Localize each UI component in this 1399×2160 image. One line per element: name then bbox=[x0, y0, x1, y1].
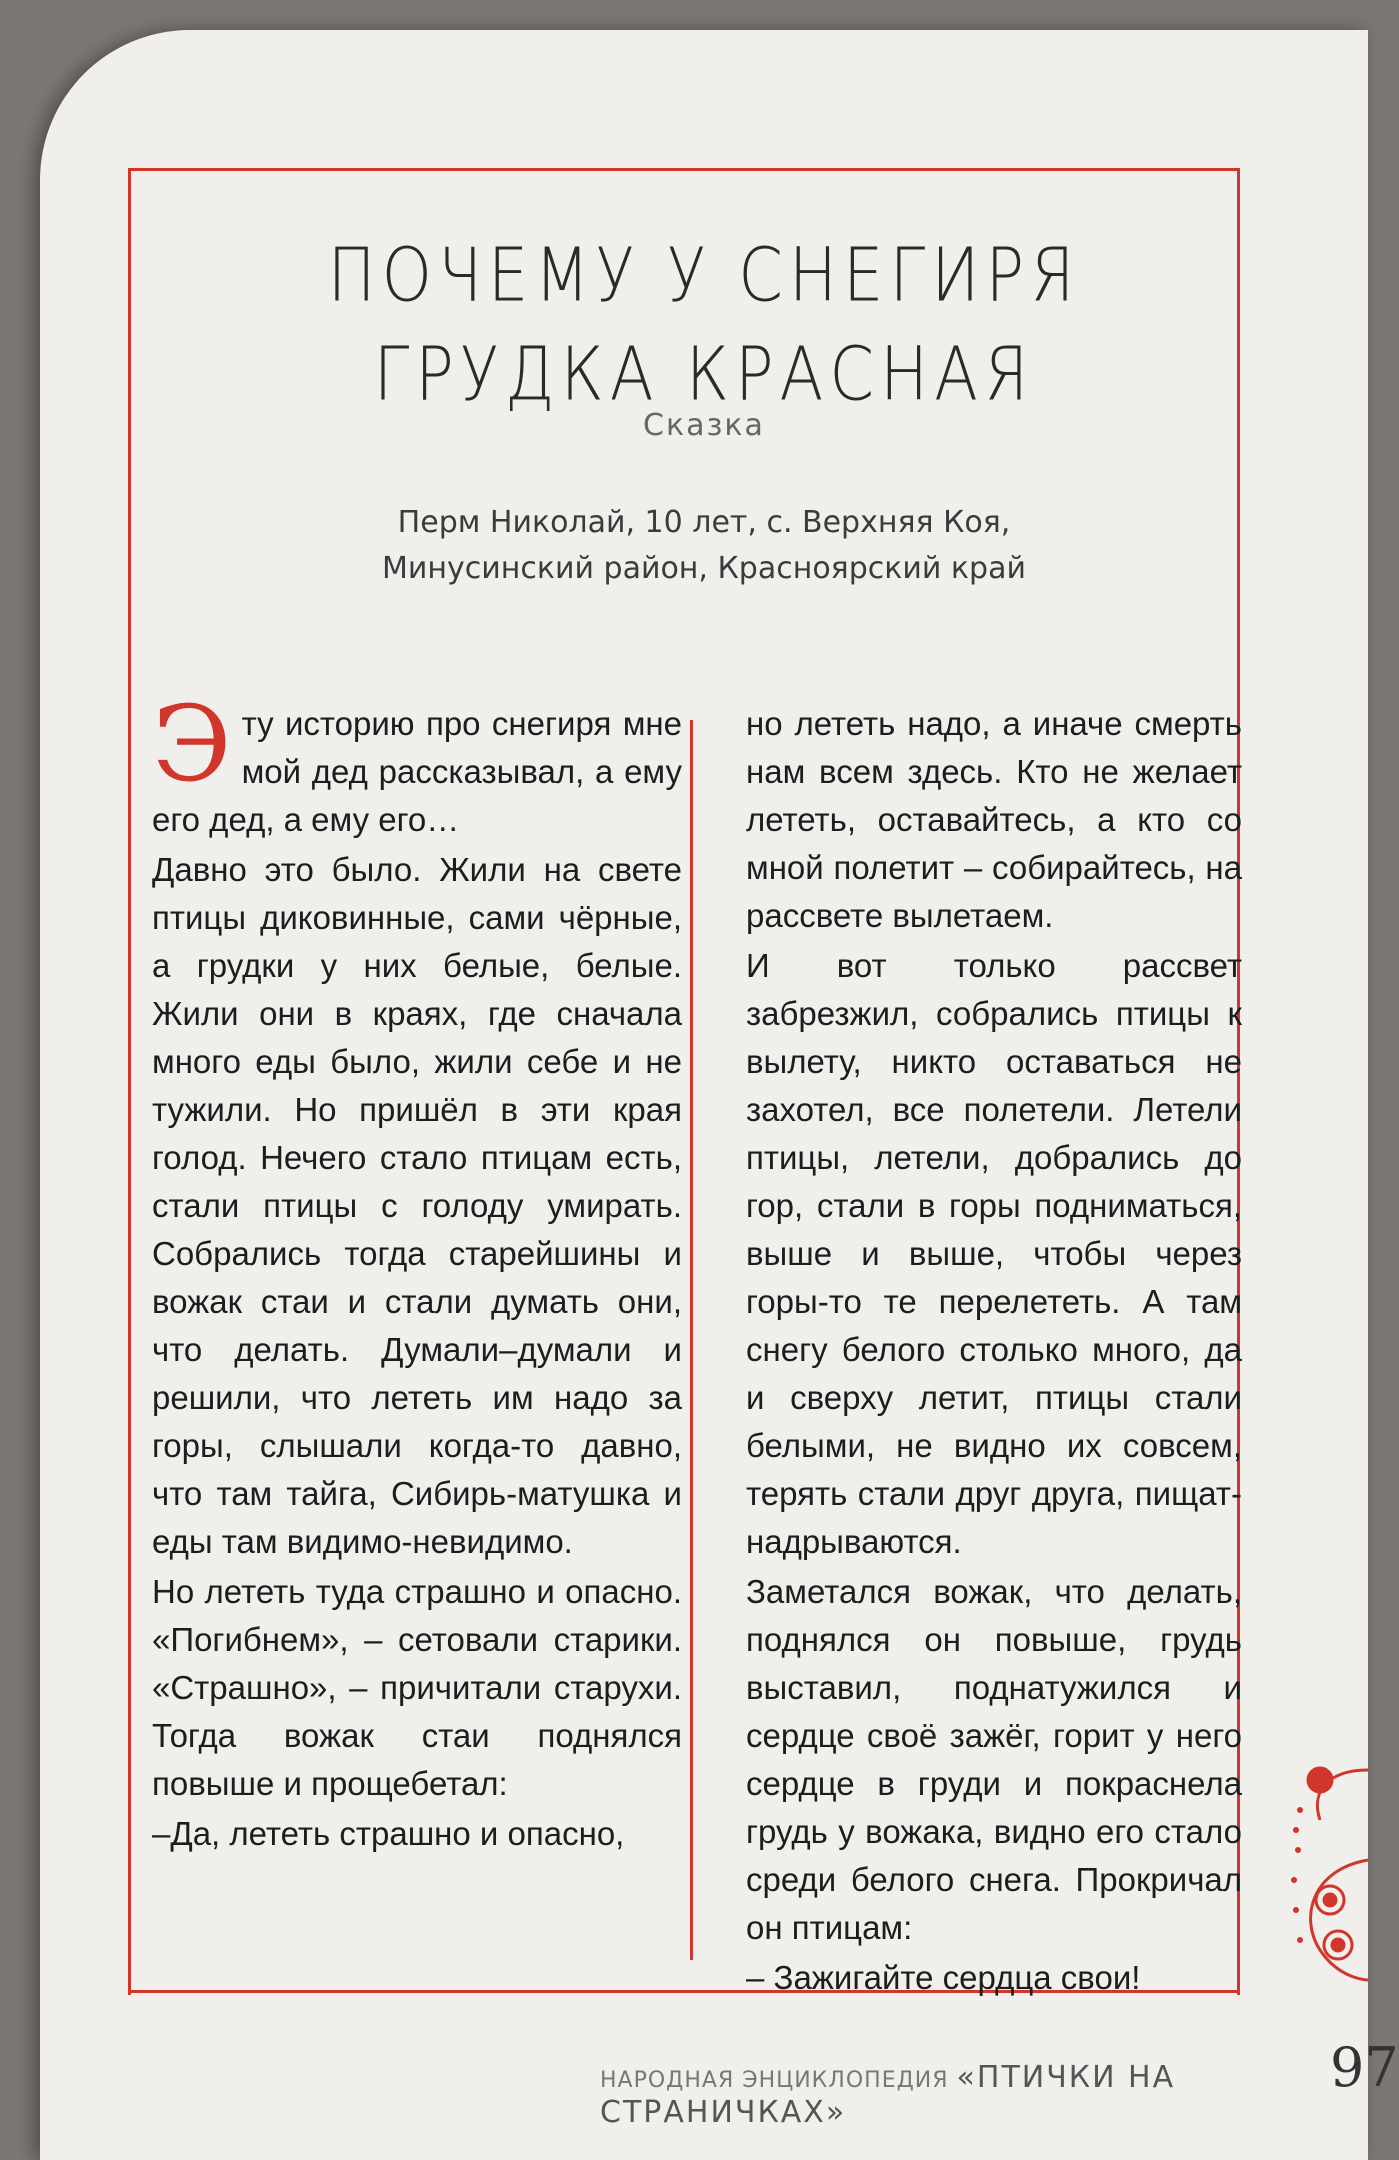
paragraph: но лететь надо, а иначе смерть нам всем здесь. Кто не желает лететь, оставайтесь, а кто со мной полетит – собирайтесь, на рассвете вылетаем. bbox=[746, 705, 1242, 934]
left-column bbox=[152, 683, 682, 1860]
paragraph: Давно это было. Жили на свете птицы диковинные, сами чёрные, а грудки у них белые, белые. Жили они в краях, где сначала много еды было, жили себе и не тужили. Но пришёл в эти края голод. Нечего стало птицам есть, стали птицы с голоду умирать. Собрались тогда старейшины и вожак стаи и стали думать они, что делать. Думали–думали и решили, что лететь им надо за горы, слышали когда-то давно, что там тайга, Сибирь-матушка и еды там видимо-невидимо. bbox=[152, 851, 682, 1560]
book-page bbox=[40, 30, 1399, 2160]
paragraph: Заметался вожак, что делать, поднялся он повыше, грудь выставил, поднатужился и сердце своё зажёг, горит у него сердце в груди и покраснела грудь у вожака, видно его стало среди белого снега. Прокричал он птицам: bbox=[746, 1573, 1242, 1946]
author-line-1: Перм Николай, 10 лет, с. Верхняя Коя, bbox=[397, 505, 1011, 540]
paragraph: Но лететь туда страшно и опасно. «Погибнем», – сетовали старики. «Страшно», – причитали старухи. Тогда вожак стаи поднялся повыше и прощебетал: bbox=[152, 1573, 682, 1802]
paragraph: – Зажигайте сердца свои! bbox=[746, 1959, 1141, 1996]
right-column bbox=[746, 700, 1242, 2004]
paragraph: –Да, лететь страшно и опасно, bbox=[152, 1815, 625, 1852]
author-info bbox=[180, 500, 1228, 592]
author-line-2: Минусинский район, Красноярский край bbox=[382, 551, 1026, 586]
column-divider bbox=[690, 720, 693, 1960]
title-line-2: ГРУДКА КРАСНАЯ bbox=[373, 332, 1035, 418]
title-line-1: ПОЧЕМУ У СНЕГИРЯ bbox=[327, 234, 1081, 320]
footer-series: «ПТИЧКИ НА СТРАНИЧКАХ» bbox=[600, 2060, 1176, 2130]
page-title bbox=[40, 227, 1368, 425]
folk-flower-ornament-icon bbox=[1290, 1750, 1368, 2000]
page-footer bbox=[600, 2060, 1368, 2130]
page-number: 97 bbox=[1330, 2036, 1399, 2099]
paragraph-text: ту историю про снегиря мне мой дед рассказывал, а ему его дед, а ему его… bbox=[152, 705, 682, 838]
subtitle: Сказка bbox=[643, 408, 765, 443]
paragraph: И вот только рассвет забрезжил, собрались птицы к вылету, никто оставаться не захотел, все полетели. Летели птицы, летели, добрались до гор, стали в горы подниматься, выше и выше, чтобы через горы-то те перелететь. А там снегу белого столько много, да и сверху летит, птицы стали белыми, не видно их совсем, терять стали друг друга, пищат-надрываются. bbox=[746, 947, 1242, 1560]
drop-cap: Э bbox=[152, 683, 232, 805]
paragraph bbox=[152, 683, 682, 844]
footer-encyclopedia: НАРОДНАЯ ЭНЦИКЛОПЕДИЯ bbox=[600, 2068, 949, 2093]
